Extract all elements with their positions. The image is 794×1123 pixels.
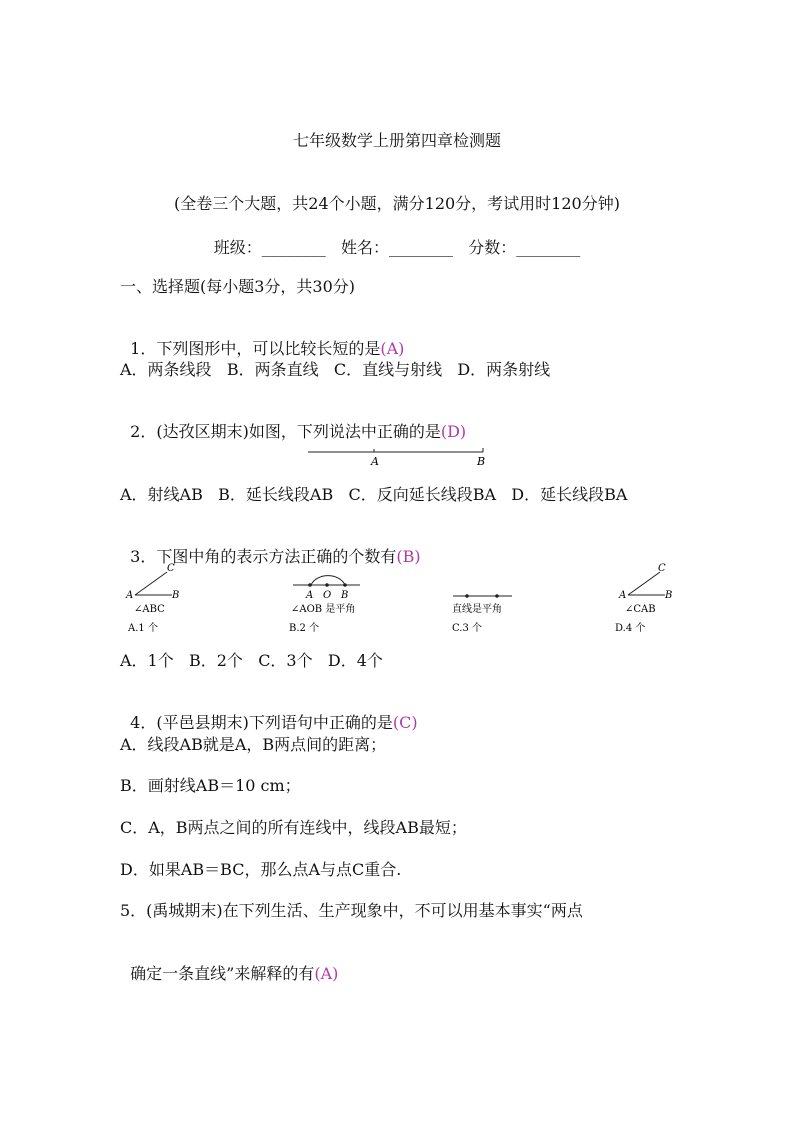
svg-text:∠AOB 是平角: ∠AOB 是平角 [291,604,356,615]
question-3-figures [115,560,685,640]
question-2-text: 2．(达孜区期末)如图，下列说法中正确的是 [130,422,441,441]
page-title: 七年级数学上册第四章检测题 [292,131,501,150]
question-2-options: A．射线AB B．延长线段AB C．反向延长线段BA D．延长线段BA [120,485,628,504]
question-4-option-a: A．线段AB就是A，B两点间的距离； [120,735,387,754]
svg-text:A: A [126,590,134,601]
svg-text:B: B [341,590,349,601]
angle-figure-a [125,563,179,634]
question-3-text: 3．下图中角的表示方法正确的个数有 [130,547,397,566]
question-2 [120,402,466,442]
angle-figure-d [615,563,672,634]
question-5-line-1: 5．(禹城期末)在下列生活、生产现象中，不可以用基本事实“两点 [120,901,583,920]
svg-text:C.3 个: C.3 个 [452,623,483,634]
question-3-answer: (B) [396,547,421,566]
exam-subtitle: (全卷三个大题，共24个小题，满分120分，考试用时120分钟) [174,194,620,213]
section-heading: 一、选择题(每小题3分，共30分) [120,277,356,296]
question-4-option-b: B．画射线AB＝10 cm； [120,776,301,795]
svg-text:∠CAB: ∠CAB [625,604,656,615]
figure-label-b: B [477,455,486,468]
svg-text:B: B [172,590,180,601]
question-4-option-c: C．A，B两点之间的所有连线中，线段AB最短； [120,818,467,837]
angle-figure-b [289,576,360,634]
svg-text:直线是平角: 直线是平角 [452,604,502,615]
question-5-line-2 [120,944,338,984]
question-5-answer: (A) [314,964,339,983]
question-1-text: 1．下列图形中，可以比较长短的是 [130,339,381,358]
question-4-answer: (C) [392,713,418,732]
question-1-options: A．两条线段 B．两条直线 C．直线与射线 D．两条射线 [120,360,551,379]
question-2-answer: (D) [440,422,467,441]
question-1 [120,319,404,359]
question-4 [120,693,418,733]
svg-text:C: C [167,563,175,574]
svg-text:B: B [665,590,673,601]
svg-text:∠ABC: ∠ABC [134,604,165,615]
student-info-line: 班级：________ 姓名：________ 分数：________ [213,238,581,257]
question-5-text: 确定一条直线”来解释的有 [130,964,315,983]
svg-text:B.2 个: B.2 个 [289,623,320,634]
angle-figure-c [452,594,512,634]
question-3-options: A．1个 B．2个 C．3个 D．4个 [120,651,383,670]
svg-text:A.1 个: A.1 个 [128,623,158,634]
question-2-figure [300,443,500,469]
question-1-answer: (A) [380,339,405,358]
svg-text:O: O [323,590,332,601]
svg-text:A: A [306,590,314,601]
svg-text:D.4 个: D.4 个 [615,623,646,634]
question-4-option-d: D．如果AB＝BC，那么点A与点C重合. [120,860,402,879]
question-4-text: 4．(平邑县期末)下列语句中正确的是 [130,713,393,732]
figure-label-a: A [371,455,379,468]
svg-text:C: C [658,563,666,574]
svg-text:A: A [619,590,627,601]
